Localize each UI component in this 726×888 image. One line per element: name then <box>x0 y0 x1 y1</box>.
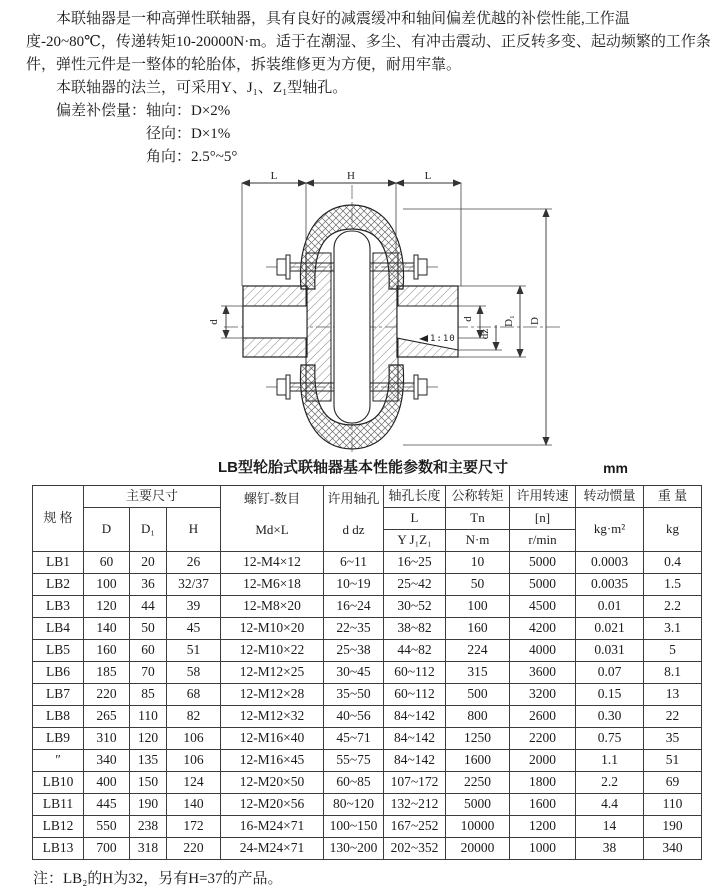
table-cell: 12-M10×22 <box>221 640 324 662</box>
table-cell: 190 <box>644 816 702 838</box>
header-inertia-unit: kg·m² <box>576 508 644 552</box>
dim-label-d-left: d <box>208 319 220 325</box>
header-col-H: H <box>167 508 221 552</box>
table-cell: 107~172 <box>384 772 446 794</box>
table-cell: 130~200 <box>324 838 384 860</box>
header-weight-unit: kg <box>644 508 702 552</box>
table-cell: 44 <box>130 596 167 618</box>
table-cell: 6~11 <box>324 552 384 574</box>
table-cell: 0.30 <box>576 706 644 728</box>
table-cell: LB5 <box>33 640 84 662</box>
header-speed-sym: [n] <box>510 508 576 530</box>
table-cell: 550 <box>84 816 130 838</box>
compensation-label: 偏差补偿量： <box>56 103 147 119</box>
header-bore-length: 轴孔长度 <box>384 486 446 508</box>
table-cell: 35~50 <box>324 684 384 706</box>
table-cell: 0.4 <box>644 552 702 574</box>
table-cell: 22~35 <box>324 618 384 640</box>
table-cell: 12-M12×25 <box>221 662 324 684</box>
taper-label: 1:10 <box>430 334 456 344</box>
table-cell: 110 <box>644 794 702 816</box>
table-row <box>33 618 702 640</box>
table-cell: 22 <box>644 706 702 728</box>
table-cell: 35 <box>644 728 702 750</box>
table-cell: 185 <box>84 662 130 684</box>
table-cell: 310 <box>84 728 130 750</box>
compensation-angular: 角向：2.5°~5° <box>146 149 238 165</box>
table-row <box>33 552 702 574</box>
table-cell: 220 <box>84 684 130 706</box>
table-row <box>33 574 702 596</box>
table-row <box>33 750 702 772</box>
table-row <box>33 728 702 750</box>
table-cell: 38~82 <box>384 618 446 640</box>
table-cell: 12-M6×18 <box>221 574 324 596</box>
table-cell: 2200 <box>510 728 576 750</box>
table-cell: 12-M8×20 <box>221 596 324 618</box>
table-cell: 0.0003 <box>576 552 644 574</box>
table-cell: 60~112 <box>384 662 446 684</box>
header-bore-length-sub: Y J₁Z₁ <box>384 530 446 552</box>
table-row <box>33 816 702 838</box>
header-torque-sym: Tn <box>446 508 510 530</box>
table-cell: 50 <box>130 618 167 640</box>
dim-label-d1: D₁ <box>503 315 515 327</box>
table-cell: 58 <box>167 662 221 684</box>
table-cell: 0.07 <box>576 662 644 684</box>
table-unit: mm <box>603 460 628 476</box>
table-cell: 26 <box>167 552 221 574</box>
table-cell: 12-M16×40 <box>221 728 324 750</box>
table-cell: 1000 <box>510 838 576 860</box>
left-shaft <box>243 286 307 357</box>
table-cell: 1800 <box>510 772 576 794</box>
table-cell: 0.15 <box>576 684 644 706</box>
table-cell: 0.021 <box>576 618 644 640</box>
header-spec: 规 格 <box>33 486 84 552</box>
table-cell: 172 <box>167 816 221 838</box>
table-cell: 60~112 <box>384 684 446 706</box>
table-cell: 4.4 <box>576 794 644 816</box>
table-cell: 106 <box>167 728 221 750</box>
table-cell: 51 <box>167 640 221 662</box>
table-cell: 5000 <box>510 552 576 574</box>
table-cell: 60 <box>84 552 130 574</box>
table-row <box>33 596 702 618</box>
table-cell: 69 <box>644 772 702 794</box>
header-col-D: D <box>84 508 130 552</box>
table-cell: 44~82 <box>384 640 446 662</box>
table-cell: 140 <box>84 618 130 640</box>
intro-section <box>0 0 726 169</box>
table-cell: 5000 <box>446 794 510 816</box>
table-cell: LB1 <box>33 552 84 574</box>
table-cell: LB8 <box>33 706 84 728</box>
table-cell: 238 <box>130 816 167 838</box>
table-cell: 202~352 <box>384 838 446 860</box>
table-cell: 1.1 <box>576 750 644 772</box>
table-cell: LB4 <box>33 618 84 640</box>
table-cell: 400 <box>84 772 130 794</box>
table-cell: 45 <box>167 618 221 640</box>
header-inertia: 转动惯量 <box>576 486 644 508</box>
dim-label-l-left: L <box>270 170 278 182</box>
table-cell: 82 <box>167 706 221 728</box>
table-cell: 318 <box>130 838 167 860</box>
header-main-dims: 主要尺寸 <box>84 486 221 508</box>
table-cell: 100 <box>84 574 130 596</box>
table-title: LB型轮胎式联轴器基本性能参数和主要尺寸 <box>218 459 508 476</box>
table-cell: 10~19 <box>324 574 384 596</box>
table-cell: 84~142 <box>384 706 446 728</box>
header-screws-sub: Md×L <box>255 522 289 538</box>
table-cell: 0.0035 <box>576 574 644 596</box>
table-cell: 500 <box>446 684 510 706</box>
table-cell: 110 <box>130 706 167 728</box>
table-cell: 1600 <box>446 750 510 772</box>
header-screws-label: 螺钉-数目 <box>243 490 301 506</box>
table-cell: 14 <box>576 816 644 838</box>
table-cell: LB6 <box>33 662 84 684</box>
table-cell: 132~212 <box>384 794 446 816</box>
table-cell: LB2 <box>33 574 84 596</box>
table-cell: 100~150 <box>324 816 384 838</box>
header-weight: 重 量 <box>644 486 702 508</box>
table-cell: 1250 <box>446 728 510 750</box>
table-cell: 800 <box>446 706 510 728</box>
table-cell: 84~142 <box>384 750 446 772</box>
table-note: 注：LB₂的H为32，另有H=37的产品。 <box>33 871 283 887</box>
table-cell: 4000 <box>510 640 576 662</box>
header-bore-label: 许用轴孔 <box>327 490 380 506</box>
table-cell: 16-M24×71 <box>221 816 324 838</box>
table-cell: 315 <box>446 662 510 684</box>
header-bore <box>324 486 384 552</box>
table-cell: 10 <box>446 552 510 574</box>
right-shaft <box>397 286 458 357</box>
table-cell: 160 <box>84 640 130 662</box>
header-torque-unit: N·m <box>446 530 510 552</box>
table-row <box>33 794 702 816</box>
table-cell: 2000 <box>510 750 576 772</box>
intro-paragraph-2: 本联轴器的法兰，可采用Y、J₁、Z₁型轴孔。 <box>56 80 348 96</box>
table-cell: 3200 <box>510 684 576 706</box>
header-speed: 许用转速 <box>510 486 576 508</box>
table-cell: 12-M20×50 <box>221 772 324 794</box>
table-cell: 167~252 <box>384 816 446 838</box>
inner-hub-capsule <box>334 231 370 423</box>
table-cell: 120 <box>130 728 167 750</box>
table-cell: LB10 <box>33 772 84 794</box>
header-bore-length-L: L <box>384 508 446 530</box>
table-cell: 68 <box>167 684 221 706</box>
header-bore-sub: d dz <box>342 522 365 538</box>
table-cell: 124 <box>167 772 221 794</box>
coupling-diagram <box>0 169 726 455</box>
table-cell: 0.01 <box>576 596 644 618</box>
table-cell: 445 <box>84 794 130 816</box>
table-cell: LB7 <box>33 684 84 706</box>
dim-label-h: H <box>347 170 355 182</box>
table-cell: 1.5 <box>644 574 702 596</box>
table-cell: 36 <box>130 574 167 596</box>
table-cell: 80~120 <box>324 794 384 816</box>
table-row <box>33 640 702 662</box>
table-cell: 106 <box>167 750 221 772</box>
table-cell: 2.2 <box>576 772 644 794</box>
table-cell: 45~71 <box>324 728 384 750</box>
table-header <box>33 486 702 552</box>
table-cell: 4500 <box>510 596 576 618</box>
header-torque: 公称转矩 <box>446 486 510 508</box>
table-cell: 32/37 <box>167 574 221 596</box>
compensation-axial: 轴向：D×2% <box>146 103 231 119</box>
table-cell: 55~75 <box>324 750 384 772</box>
coupling-drawing-svg <box>0 169 726 455</box>
table-cell: LB13 <box>33 838 84 860</box>
table-cell: 3.1 <box>644 618 702 640</box>
spec-table <box>32 485 702 860</box>
table-cell: 8.1 <box>644 662 702 684</box>
compensation-values <box>146 100 237 169</box>
table-body <box>33 552 702 860</box>
table-cell: 340 <box>644 838 702 860</box>
table-cell: 51 <box>644 750 702 772</box>
table-cell: 12-M12×28 <box>221 684 324 706</box>
table-cell: 50 <box>446 574 510 596</box>
table-cell: 38 <box>576 838 644 860</box>
table-cell: 25~42 <box>384 574 446 596</box>
table-cell: 85 <box>130 684 167 706</box>
table-cell: 700 <box>84 838 130 860</box>
table-cell: 1600 <box>510 794 576 816</box>
table-cell: 140 <box>167 794 221 816</box>
table-cell: 5000 <box>510 574 576 596</box>
table-cell: 0.031 <box>576 640 644 662</box>
table-cell: 160 <box>446 618 510 640</box>
compensation-radial: 径向：D×1% <box>146 126 231 142</box>
table-cell: 1200 <box>510 816 576 838</box>
table-cell: 2600 <box>510 706 576 728</box>
table-cell: 70 <box>130 662 167 684</box>
table-cell: 25~38 <box>324 640 384 662</box>
table-cell: 100 <box>446 596 510 618</box>
table-cell: 220 <box>167 838 221 860</box>
dim-label-d-right: d <box>462 316 474 322</box>
table-cell: 13 <box>644 684 702 706</box>
table-cell: 0.75 <box>576 728 644 750</box>
table-row <box>33 772 702 794</box>
header-col-D1: D₁ <box>130 508 167 552</box>
table-cell: 39 <box>167 596 221 618</box>
table-cell: 12-M12×32 <box>221 706 324 728</box>
table-cell: 60~85 <box>324 772 384 794</box>
table-cell: 265 <box>84 706 130 728</box>
table-row <box>33 838 702 860</box>
table-cell: 30~52 <box>384 596 446 618</box>
table-cell: 2.2 <box>644 596 702 618</box>
header-speed-unit: r/min <box>510 530 576 552</box>
compensation-block <box>26 100 712 169</box>
table-cell: 84~142 <box>384 728 446 750</box>
table-row <box>33 684 702 706</box>
table-row <box>33 706 702 728</box>
table-title-row <box>0 455 726 481</box>
table-row <box>33 662 702 684</box>
table-cell: 20 <box>130 552 167 574</box>
table-cell: 340 <box>84 750 130 772</box>
table-cell: ″ <box>33 750 84 772</box>
table-cell: 190 <box>130 794 167 816</box>
dim-label-D: D <box>529 317 541 325</box>
table-cell: 24-M24×71 <box>221 838 324 860</box>
table-cell: 16~25 <box>384 552 446 574</box>
table-cell: 12-M20×56 <box>221 794 324 816</box>
table-cell: LB11 <box>33 794 84 816</box>
table-cell: 2250 <box>446 772 510 794</box>
intro-paragraph-1: 本联轴器是一种高弹性联轴器，具有良好的减震缓冲和轴间偏差优越的补偿性能,工作温度-20~80℃，传递转矩10-20000N·m。适于在潮湿、多尘、有冲击震动、正反转多变、起动频繁的工作条件，弹性元件是一整体的轮胎体，拆装维修更为方便，耐用牢靠。 <box>26 11 711 73</box>
table-cell: LB12 <box>33 816 84 838</box>
table-cell: 12-M4×12 <box>221 552 324 574</box>
table-cell: 12-M10×20 <box>221 618 324 640</box>
dim-label-dz: dz <box>479 328 491 340</box>
table-cell: 10000 <box>446 816 510 838</box>
table-cell: 20000 <box>446 838 510 860</box>
table-cell: LB3 <box>33 596 84 618</box>
table-cell: 135 <box>130 750 167 772</box>
table-cell: 60 <box>130 640 167 662</box>
table-cell: 120 <box>84 596 130 618</box>
header-screws <box>221 486 324 552</box>
table-cell: 150 <box>130 772 167 794</box>
table-cell: 12-M16×45 <box>221 750 324 772</box>
table-cell: 16~24 <box>324 596 384 618</box>
table-cell: 3600 <box>510 662 576 684</box>
dim-label-l-right: L <box>424 170 432 182</box>
table-cell: 4200 <box>510 618 576 640</box>
table-cell: 40~56 <box>324 706 384 728</box>
table-cell: 224 <box>446 640 510 662</box>
table-cell: 5 <box>644 640 702 662</box>
table-cell: LB9 <box>33 728 84 750</box>
table-cell: 30~45 <box>324 662 384 684</box>
